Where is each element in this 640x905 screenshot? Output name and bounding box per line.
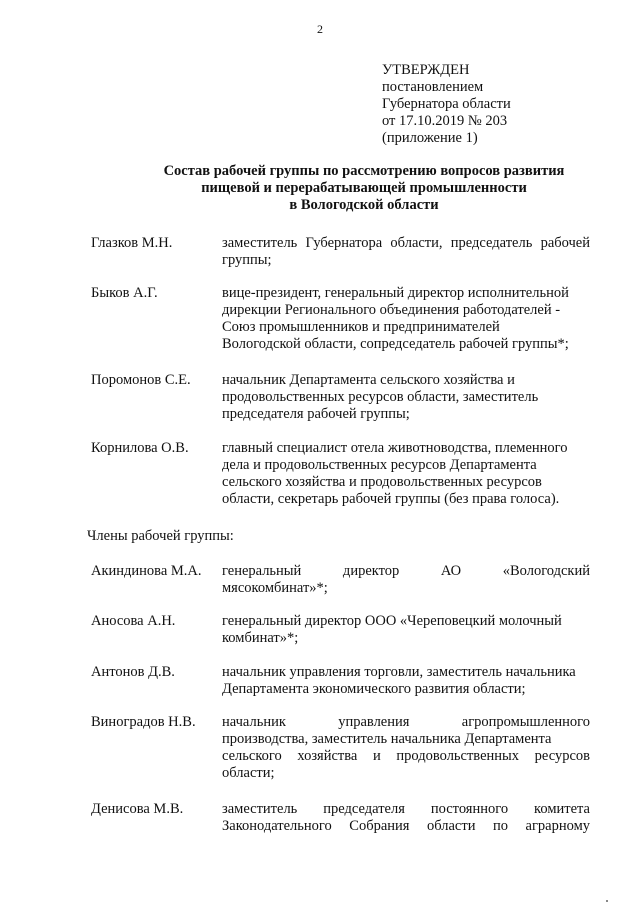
role-line: области;: [222, 765, 275, 781]
role-line: начальник управления агропромышленного: [222, 714, 590, 730]
document-title: [130, 163, 598, 214]
person-name: Виноградов Н.В.: [91, 714, 196, 730]
person-name: Акиндинова М.А.: [91, 563, 202, 579]
role-line: производства, заместитель начальника Департамента: [222, 731, 552, 747]
scan-speck: [606, 900, 608, 902]
person-name: Глазков М.Н.: [91, 235, 173, 251]
approval-line: от 17.10.2019 № 203: [382, 113, 508, 129]
role-line: главный специалист отела животноводства, племенного: [222, 440, 568, 456]
role-line: группы;: [222, 252, 272, 268]
role-line: Законодательного Собрания области по аграрному: [222, 818, 590, 834]
approval-stamp: [382, 62, 511, 147]
approval-line: постановлением: [382, 79, 484, 95]
person-role: [222, 714, 590, 782]
role-line: мясокомбинат»*;: [222, 580, 328, 596]
approval-line: УТВЕРЖДЕН: [382, 62, 470, 78]
person-role: [222, 664, 590, 698]
role-line: продовольственных ресурсов области, заместитель: [222, 389, 539, 405]
role-line: Союз промышленников и предпринимателей: [222, 319, 500, 335]
approval-line: (приложение 1): [382, 130, 478, 146]
person-name: Аносова А.Н.: [91, 613, 176, 629]
role-line: генеральный директор АО «Вологодский: [222, 563, 590, 579]
person-role: [222, 235, 590, 269]
person-name: Поромонов С.Е.: [91, 372, 191, 388]
title-line: пищевой и перерабатывающей промышленности: [201, 180, 527, 196]
person-role: [222, 372, 590, 423]
role-line: Вологодской области, сопредседатель рабочей группы*;: [222, 336, 569, 352]
role-line: генеральный директор ООО «Череповецкий молочный: [222, 613, 562, 629]
members-heading: Члены рабочей группы:: [87, 528, 234, 544]
person-name: Денисова М.В.: [91, 801, 184, 817]
role-line: начальник управления торговли, заместитель начальника: [222, 664, 576, 680]
role-line: области, секретарь рабочей группы (без права голоса).: [222, 491, 560, 507]
person-role: [222, 285, 590, 353]
role-line: Департамента экономического развития области;: [222, 681, 526, 697]
title-line: в Вологодской области: [289, 197, 439, 213]
person-role: [222, 440, 590, 508]
role-line: дирекции Регионального объединения работодателей -: [222, 302, 561, 318]
page-number: 2: [317, 22, 323, 36]
role-line: заместитель председателя постоянного комитета: [222, 801, 590, 817]
person-role: [222, 801, 590, 835]
approval-line: Губернатора области: [382, 96, 511, 112]
role-line: вице-президент, генеральный директор исполнительной: [222, 285, 569, 301]
role-line: сельского хозяйства и продовольственных ресурсов: [222, 748, 590, 764]
title-line: Состав рабочей группы по рассмотрению вопросов развития: [163, 163, 565, 179]
person-role: [222, 563, 590, 597]
person-name: Корнилова О.В.: [91, 440, 189, 456]
role-line: комбинат»*;: [222, 630, 299, 646]
role-line: дела и продовольственных ресурсов Департамента: [222, 457, 537, 473]
person-name: Быков А.Г.: [91, 285, 158, 301]
person-role: [222, 613, 590, 647]
role-line: начальник Департамента сельского хозяйства и: [222, 372, 515, 388]
role-line: заместитель Губернатора области, председатель рабочей: [222, 235, 590, 251]
person-name: Антонов Д.В.: [91, 664, 175, 680]
role-line: председателя рабочей группы;: [222, 406, 410, 422]
role-line: сельского хозяйства и продовольственных ресурсов: [222, 474, 542, 490]
